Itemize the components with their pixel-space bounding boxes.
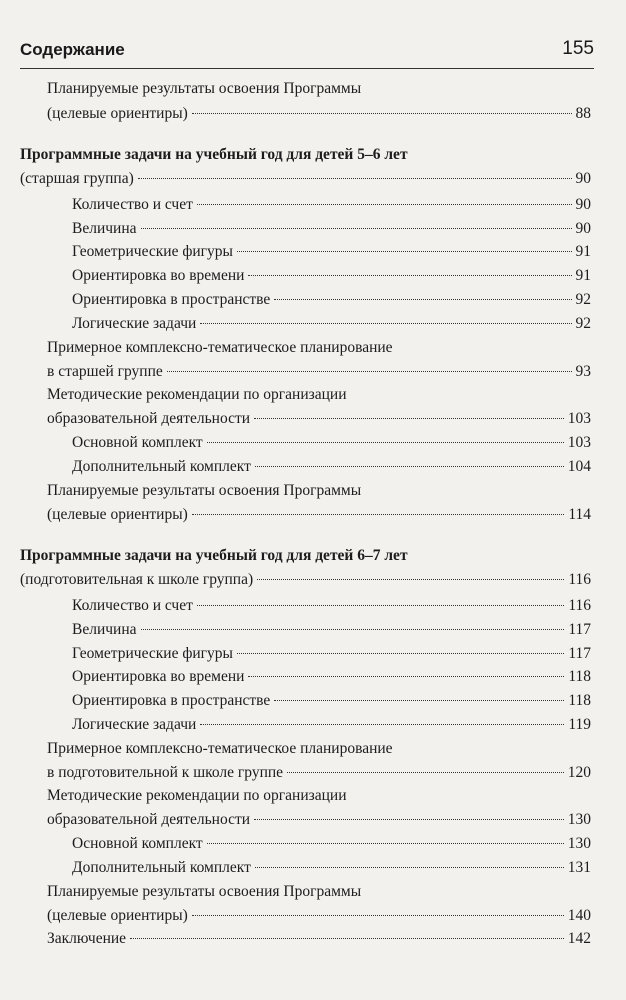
leader-dots bbox=[207, 442, 564, 443]
toc-entry[interactable] bbox=[72, 618, 591, 642]
toc-entry-text: Заключение bbox=[47, 930, 127, 947]
toc-entry[interactable] bbox=[72, 240, 591, 264]
leader-dots bbox=[248, 676, 564, 677]
toc-entry-text: Геометрические фигуры bbox=[72, 645, 233, 662]
toc-page-number: 120 bbox=[567, 764, 591, 781]
toc-entry[interactable] bbox=[20, 167, 591, 191]
leader-dots bbox=[254, 418, 564, 419]
toc-entry-text: Планируемые результаты освоения Программы bbox=[47, 883, 362, 900]
toc-page-number: 93 bbox=[575, 363, 591, 380]
toc-entry[interactable] bbox=[47, 904, 591, 928]
leader-dots bbox=[274, 700, 564, 701]
leader-dots bbox=[207, 843, 564, 844]
toc-page-number: 103 bbox=[567, 434, 591, 451]
toc-page-number: 116 bbox=[568, 597, 591, 614]
section-heading: Программные задачи на учебный год для детей 5–6 лет bbox=[20, 146, 408, 163]
leader-dots bbox=[141, 629, 565, 630]
toc-entry-text: Количество и счет bbox=[72, 196, 193, 213]
toc-page-number: 131 bbox=[567, 859, 591, 876]
toc-entry-text: (целевые ориентиры) bbox=[47, 105, 188, 122]
toc-entry[interactable] bbox=[72, 193, 591, 217]
toc-entry[interactable] bbox=[72, 832, 591, 856]
toc-entry-text: (целевые ориентиры) bbox=[47, 506, 188, 523]
toc-page-number: 130 bbox=[567, 811, 591, 828]
toc-page-number: 116 bbox=[568, 571, 591, 588]
toc-entry-text: Методические рекомендации по организации bbox=[47, 386, 347, 403]
toc-page-number: 90 bbox=[575, 170, 591, 187]
toc-entry-text: Геометрические фигуры bbox=[72, 243, 233, 260]
leader-dots bbox=[197, 605, 564, 606]
toc-entry-text: Ориентировка во времени bbox=[72, 267, 245, 284]
toc-entry-text: Логические задачи bbox=[72, 315, 197, 332]
leader-dots bbox=[138, 178, 572, 179]
toc-entry-text: образовательной деятельности bbox=[47, 811, 251, 828]
toc-entry-text: в подготовительной к школе группе bbox=[47, 764, 284, 781]
toc-entry[interactable] bbox=[47, 360, 591, 384]
toc-page-number: 91 bbox=[575, 267, 591, 284]
toc-entry-text: Логические задачи bbox=[72, 716, 197, 733]
leader-dots bbox=[257, 579, 564, 580]
toc-page-number: 118 bbox=[568, 668, 591, 685]
leader-dots bbox=[255, 867, 564, 868]
toc-entry[interactable] bbox=[72, 856, 591, 880]
toc-entry[interactable] bbox=[72, 594, 591, 618]
section-heading: Программные задачи на учебный год для детей 6–7 лет bbox=[20, 547, 408, 564]
leader-dots bbox=[141, 228, 572, 229]
toc-entry-text: в старшей группе bbox=[47, 363, 163, 380]
toc-entry-text: Примерное комплексно-тематическое планирование bbox=[47, 339, 393, 356]
toc-entry[interactable] bbox=[47, 761, 591, 785]
leader-dots bbox=[192, 514, 565, 515]
leader-dots bbox=[167, 371, 572, 372]
toc-entry-text: Методические рекомендации по организации bbox=[47, 787, 347, 804]
toc-entry[interactable] bbox=[72, 642, 591, 666]
toc-entry-text: (целевые ориентиры) bbox=[47, 907, 188, 924]
toc-page-number: 130 bbox=[567, 835, 591, 852]
leader-dots bbox=[200, 323, 571, 324]
toc-entry-text: (старшая группа) bbox=[20, 170, 134, 187]
toc-entry-text: Дополнительный комплект bbox=[72, 859, 251, 876]
toc-entry-text: Количество и счет bbox=[72, 597, 193, 614]
leader-dots bbox=[255, 466, 564, 467]
toc-entry[interactable] bbox=[72, 312, 591, 336]
leader-dots bbox=[130, 938, 564, 939]
toc-page-number: 117 bbox=[568, 621, 591, 638]
toc-entry[interactable] bbox=[72, 665, 591, 689]
leader-dots bbox=[287, 772, 564, 773]
toc-page-number: 142 bbox=[567, 930, 591, 947]
toc-entry-text: Величина bbox=[72, 621, 137, 638]
toc-entry[interactable] bbox=[47, 927, 591, 951]
toc-entry[interactable] bbox=[72, 455, 591, 479]
toc-page-number: 104 bbox=[567, 458, 591, 475]
toc-page-number: 140 bbox=[567, 907, 591, 924]
toc-entry[interactable] bbox=[47, 102, 591, 126]
toc-entry-text: Планируемые результаты освоения Программы bbox=[47, 482, 362, 499]
leader-dots bbox=[254, 819, 564, 820]
toc-entry[interactable] bbox=[47, 503, 591, 527]
toc-entry-text: Планируемые результаты освоения Программы bbox=[47, 80, 362, 97]
toc-entry-text: (подготовительная к школе группа) bbox=[20, 571, 254, 588]
leader-dots bbox=[192, 113, 572, 114]
leader-dots bbox=[237, 251, 572, 252]
page-header bbox=[20, 40, 594, 70]
toc-page-number: 91 bbox=[575, 243, 591, 260]
page-number: 155 bbox=[562, 38, 594, 59]
toc-entry-text: Основной комплект bbox=[72, 835, 203, 852]
toc-page-number: 92 bbox=[575, 315, 591, 332]
leader-dots bbox=[197, 204, 572, 205]
header-rule bbox=[20, 68, 594, 69]
toc-entry[interactable] bbox=[47, 407, 591, 431]
toc-page-number: 88 bbox=[575, 105, 591, 122]
toc-entry-text: образовательной деятельности bbox=[47, 410, 251, 427]
toc-entry[interactable] bbox=[20, 568, 591, 592]
leader-dots bbox=[274, 299, 571, 300]
toc-entry-text: Величина bbox=[72, 220, 137, 237]
toc-entry[interactable] bbox=[72, 217, 591, 241]
toc-page-number: 119 bbox=[568, 716, 591, 733]
leader-dots bbox=[237, 653, 564, 654]
leader-dots bbox=[248, 275, 571, 276]
toc-entry[interactable] bbox=[72, 689, 591, 713]
toc-entry[interactable] bbox=[72, 713, 591, 737]
toc-page-number: 114 bbox=[568, 506, 591, 523]
toc-entry[interactable] bbox=[72, 264, 591, 288]
toc-entry[interactable] bbox=[72, 431, 591, 455]
toc-entry-text: Примерное комплексно-тематическое планирование bbox=[47, 740, 393, 757]
toc-entry-text: Дополнительный комплект bbox=[72, 458, 251, 475]
toc-entry-text: Ориентировка во времени bbox=[72, 668, 245, 685]
toc-page-number: 90 bbox=[575, 196, 591, 213]
toc-entry-text: Основной комплект bbox=[72, 434, 203, 451]
toc-page-number: 117 bbox=[568, 645, 591, 662]
leader-dots bbox=[200, 724, 564, 725]
toc-page-number: 90 bbox=[575, 220, 591, 237]
toc-entry[interactable] bbox=[72, 288, 591, 312]
toc-page-number: 118 bbox=[568, 692, 591, 709]
toc-entry-text: Ориентировка в пространстве bbox=[72, 291, 271, 308]
running-title: Содержание bbox=[20, 40, 125, 59]
toc-entry[interactable] bbox=[47, 808, 591, 832]
leader-dots bbox=[192, 915, 564, 916]
toc-page-number: 92 bbox=[575, 291, 591, 308]
toc-entry-text: Ориентировка в пространстве bbox=[72, 692, 271, 709]
toc-page-number: 103 bbox=[567, 410, 591, 427]
